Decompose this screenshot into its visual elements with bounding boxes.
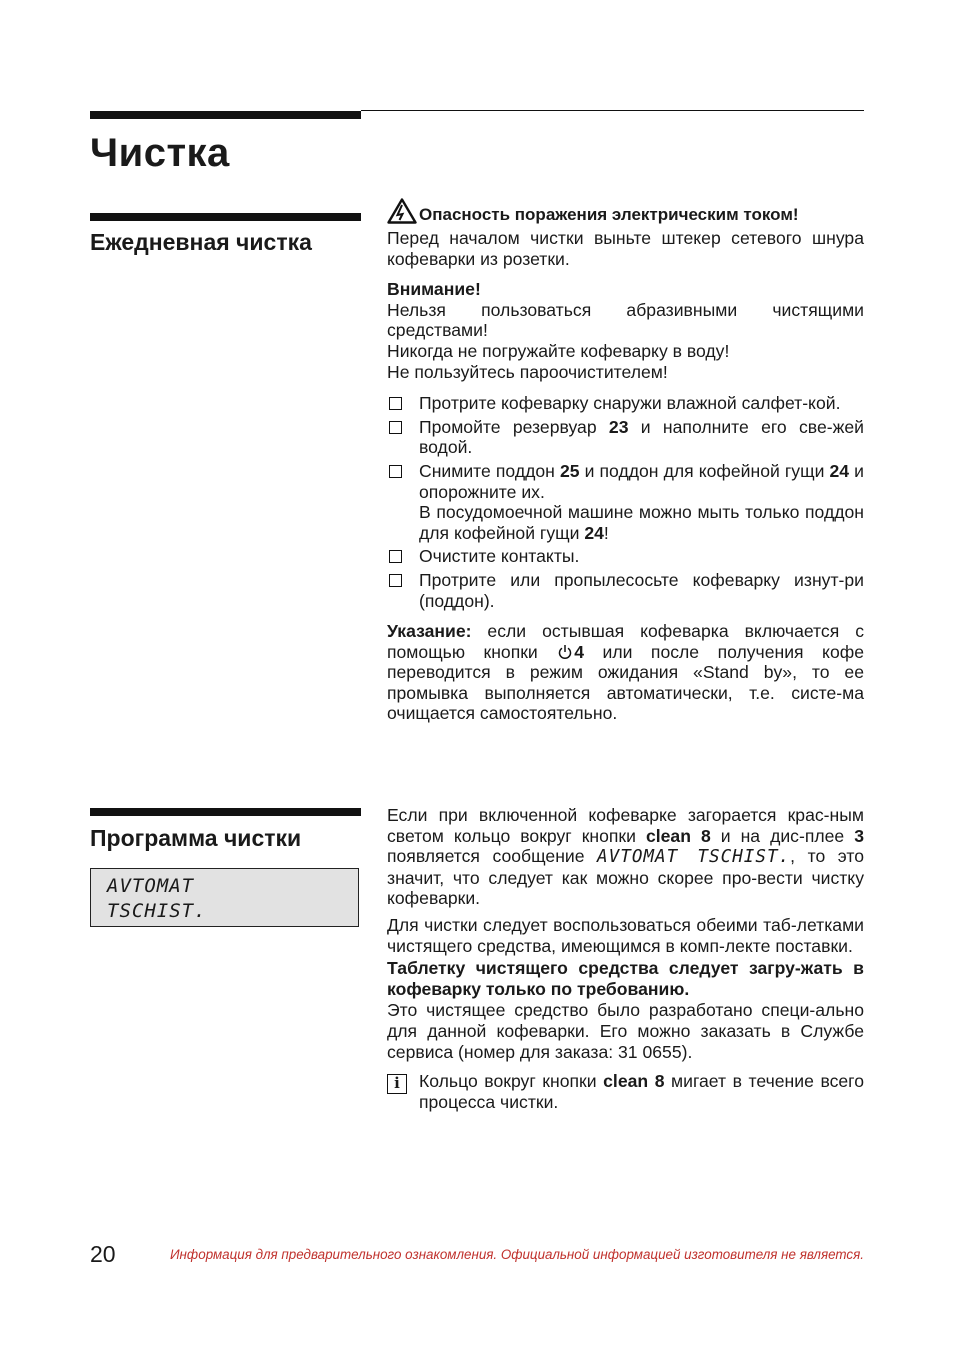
- clean-button-ref: clean 8: [603, 1071, 665, 1092]
- ref-number: 4: [574, 641, 585, 662]
- ref-number: 3: [854, 825, 864, 846]
- daily-heading: Ежедневная чистка: [90, 229, 312, 255]
- ref-number: 23: [608, 416, 629, 437]
- list-item: Очистите контакты.: [387, 546, 864, 567]
- program-heading: Программа чистки: [90, 825, 302, 851]
- checkbox-icon: [389, 550, 402, 563]
- ref-number: 25: [559, 460, 580, 481]
- ref-number: 24: [829, 460, 850, 481]
- footer-disclaimer: Информация для предварительного ознакомления. Официальной информацией изготовителя не является.: [169, 1247, 864, 1262]
- checkbox-icon: [389, 574, 402, 587]
- clean-button-ref: clean 8: [645, 825, 711, 846]
- attention-line: Никогда не погружайте кофеварку в воду!: [387, 340, 730, 361]
- daily-content: [387, 198, 864, 724]
- warning-text: Перед началом чистки выньте штекер сетевого шнура кофеварки из розетки.: [387, 228, 864, 269]
- display-message-inline: AVTOMAT TSCHIST.: [597, 847, 791, 868]
- display-message-box: [90, 868, 359, 927]
- program-paragraph: Если при включенной кофеварке загорается крас-ным светом кольцо вокруг кнопки clean 8 и на дис-плее 3 появляется сообщение AVTOMAT TSCHIST., то это значит, что следует как можно скорее про-вести чистку кофеварки.: [387, 805, 864, 909]
- attention-line: Нельзя пользоваться абразивными чистящими средствами!: [387, 299, 864, 341]
- ref-number: 24: [584, 522, 604, 543]
- warning-title: Опасность поражения электрическим током!: [419, 205, 799, 224]
- program-content: [387, 805, 864, 1112]
- note-paragraph: Указание: если остывшая кофеварка включается с помощью кнопки 4 или после получения кофе переводится в режим ожидания «Stand by», то ее промывка выполняется автоматически, т.е. систе-ма очищается самостоятельно.: [387, 621, 864, 724]
- display-line: AVTOMAT: [107, 875, 195, 897]
- checkbox-icon: [389, 421, 402, 434]
- title-rule-thin: [361, 110, 864, 111]
- display-line: TSCHIST.: [107, 900, 207, 922]
- program-rule: [90, 808, 361, 816]
- checkbox-icon: [389, 397, 402, 410]
- list-item: Промойте резервуар 23 и наполните его све-жей водой.: [387, 417, 864, 458]
- info-note: i Кольцо вокруг кнопки clean 8 мигает в течение всего процесса чистки.: [387, 1071, 864, 1112]
- note-label: Указание:: [387, 621, 472, 642]
- daily-rule: [90, 213, 361, 221]
- info-icon: i: [387, 1074, 407, 1094]
- page-number: 20: [90, 1241, 116, 1267]
- program-paragraph: Это чистящее средство было разработано специ-ально для данной кофеварки. Его можно заказать в Службе сервиса (номер для заказа: 31 0655).: [387, 1000, 864, 1062]
- page-title: Чистка: [90, 131, 230, 175]
- checkbox-icon: [389, 465, 402, 478]
- power-icon: [558, 644, 572, 660]
- attention-line: Не пользуйтесь пароочистителем!: [387, 361, 668, 382]
- title-rule-thick: [90, 111, 361, 119]
- list-item: Снимите поддон 25 и поддон для кофейной гущи 24 и опорожните их. В посудомоечной машине можно мыть только поддон для кофейной гущи 24!: [387, 461, 864, 543]
- warning-triangle-icon: [387, 198, 417, 224]
- steps-list: [387, 393, 864, 611]
- attention-label: Внимание!: [387, 279, 481, 300]
- list-item: Протрите или пропылесосьте кофеварку изнут-ри (поддон).: [387, 570, 864, 611]
- program-bold-paragraph: Таблетку чистящего средства следует загру-жать в кофеварку только по требованию.: [387, 958, 864, 999]
- program-paragraph: Для чистки следует воспользоваться обеими таб-летками чистящего средства, имеющимся в комп-лекте поставки.: [387, 914, 864, 956]
- warning-heading: [387, 198, 864, 225]
- list-item: Протрите кофеварку снаружи влажной салфет-кой.: [387, 393, 864, 414]
